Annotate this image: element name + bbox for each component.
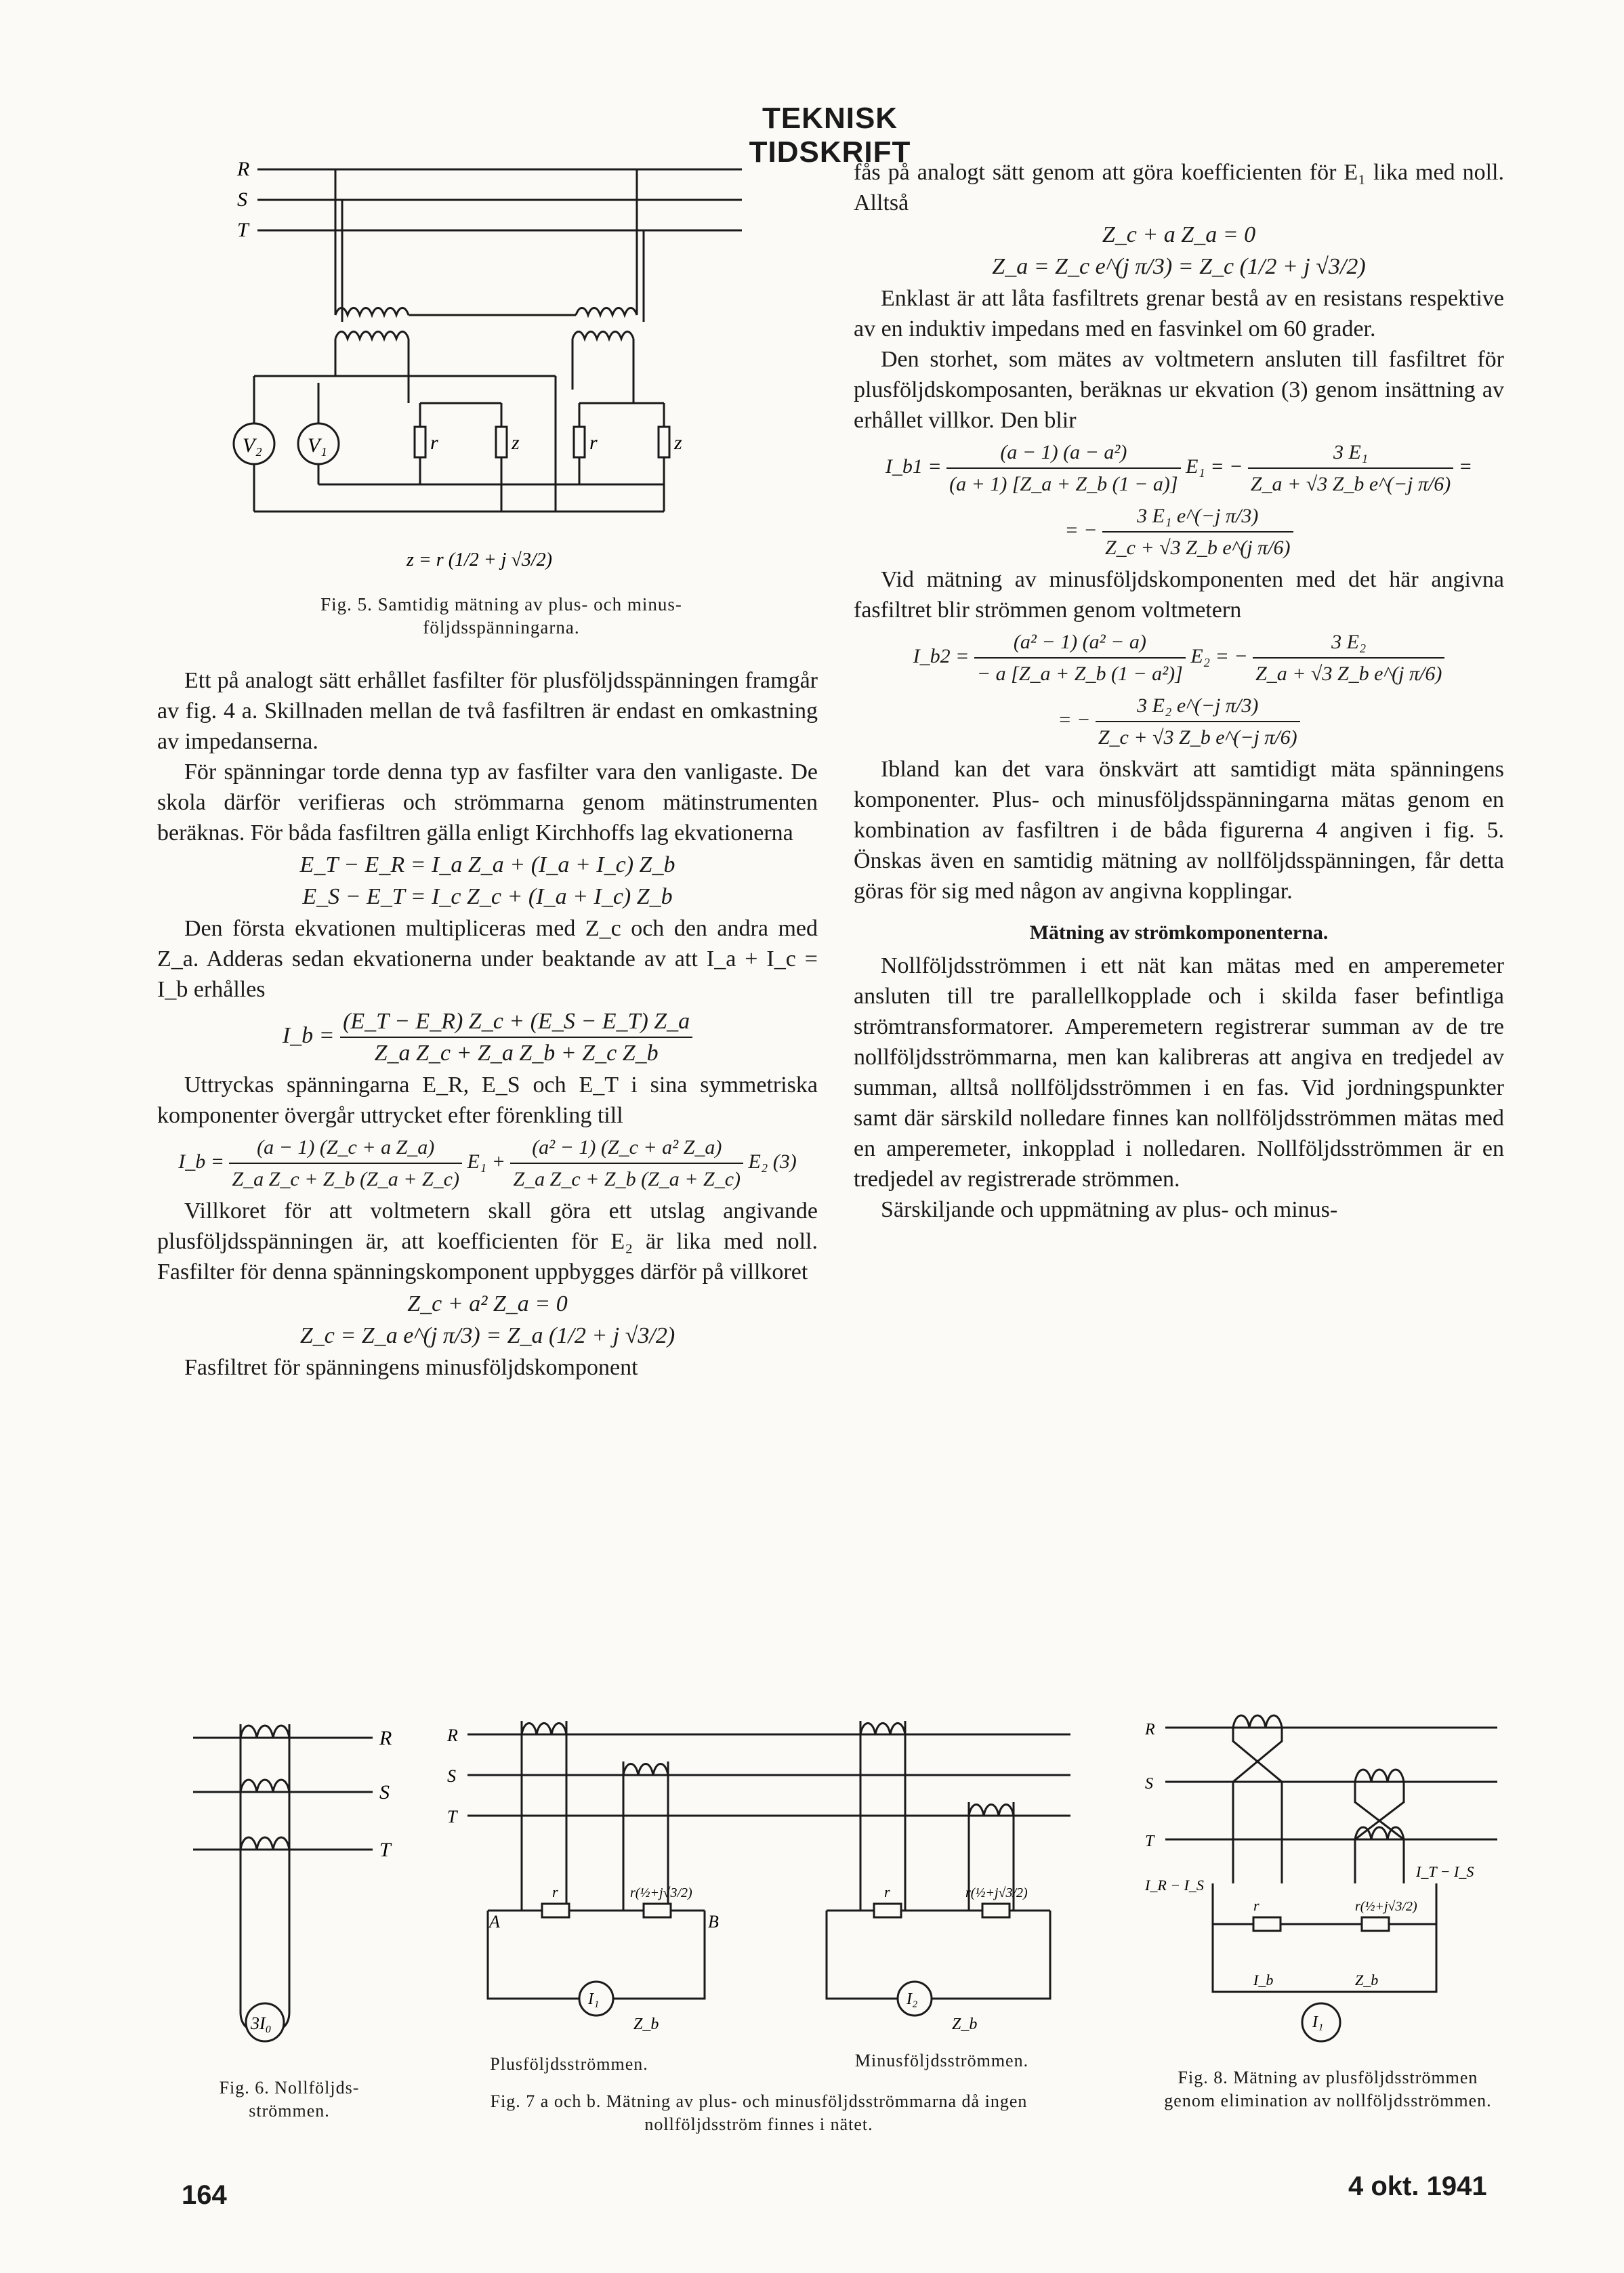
- figure-7-diagram: [440, 1714, 1084, 2066]
- fig7b-label-rz: r(½+j√3/2): [965, 1885, 1028, 1900]
- fig5-label-r2: r: [589, 432, 598, 454]
- fig8-label-irs: I_R − I_S: [1145, 1877, 1204, 1894]
- left-eq3-denominator: Z_a Z_c + Z_a Z_b + Z_c Z_b: [374, 1041, 659, 1066]
- left-eq4-denominator-1: Z_a Z_c + Z_b (Z_a + Z_c): [232, 1168, 459, 1190]
- left-paragraph-2: För spänningar torde denna typ av fasfilter vara den vanligaste. De skola därför verifieras och strömmarna genom mätinstrumenten beräknas. För båda fasfiltren gälla enligt Kirchhoffs lag ekvationerna: [157, 759, 818, 846]
- fig5-label-z2: z: [674, 432, 682, 454]
- fig7-label-t: T: [447, 1807, 457, 1827]
- right-eq3-right: =: [1458, 455, 1473, 478]
- left-equation-4: [157, 1132, 818, 1194]
- right-eq3-middle: E₁ = −: [1186, 455, 1243, 478]
- left-equation-2: E_S − E_T = I_c Z_c + (I_a + I_c) Z_b: [302, 884, 673, 909]
- right-eq5-fraction-2: [1253, 627, 1444, 689]
- right-eq4-middle: = −: [1064, 518, 1098, 541]
- figure-5-diagram: [224, 159, 759, 593]
- right-paragraph-4: Vid mätning av minusföljdskomponenten med det här angivna fasfiltret blir strömmen genom voltmetern: [854, 567, 1504, 623]
- right-eq4-denominator: Z_c + √3 Z_b e^(j π/6): [1104, 537, 1291, 559]
- right-equation-2: Z_a = Z_c e^(j π/3) = Z_c (1/2 + j √3/2): [992, 254, 1366, 279]
- fig8-label-r: R: [1145, 1721, 1155, 1738]
- fig5-label-z1: z: [512, 432, 520, 454]
- figure-5: [224, 159, 759, 593]
- fig8-label-s: S: [1145, 1775, 1153, 1793]
- left-eq4-numerator-2: (a² − 1) (Z_c + a² Z_a): [510, 1132, 743, 1164]
- left-paragraph-4: Uttryckas spänningarna E_R, E_S och E_T i sina symmetriska komponenter övergår uttrycket efter förenkling till: [157, 1072, 818, 1128]
- fig7-label-a: A: [489, 1912, 500, 1932]
- right-eq3-denominator-2: Z_a + √3 Z_b e^(−j π/6): [1250, 473, 1451, 495]
- fig8-label-rz: r(½+j√3/2): [1355, 1899, 1417, 1914]
- issue-date: 4 okt. 1941: [1348, 2171, 1487, 2201]
- right-paragraph-5: Ibland kan det vara önskvärt att samtidigt mäta spänningens komponenter. Plus- och minusföljdsspänningarna mätas genom en kombination av fasfiltren i de båda figurerna 4 angiven i fig. 5. Önskas även en samtidig mätning av nollföljdsspänningen, får detta göras för sig med någon av angivna kopplingar.: [854, 757, 1504, 904]
- fig8-label-ib: I_b: [1253, 1972, 1274, 1988]
- left-eq3-fraction: [340, 1006, 692, 1068]
- left-equation-6: Z_c = Z_a e^(j π/3) = Z_a (1/2 + j √3/2): [299, 1323, 675, 1348]
- figure-7a-subcaption: Plusföljdsströmmen.: [490, 2054, 648, 2074]
- fig8-label-t: T: [1145, 1833, 1154, 1850]
- figure-6-caption: Fig. 6. Nollföljds-strömmen.: [219, 2078, 360, 2121]
- section-heading: Mätning av strömkomponenterna.: [1029, 921, 1329, 944]
- fig7-label-b: B: [708, 1912, 719, 1932]
- fig8-label-r-small: r: [1253, 1897, 1259, 1914]
- right-eq5-denominator-1: − a [Z_a + Z_b (1 − a²)]: [976, 663, 1183, 685]
- fig7-label-s: S: [447, 1766, 456, 1786]
- right-paragraph-1: fås på analogt sätt genom att göra koefficienten för E₁ lika med noll. Alltså: [854, 160, 1504, 215]
- right-eq5-denominator-2: Z_a + √3 Z_b e^(j π/6): [1255, 663, 1442, 685]
- right-eq6-denominator: Z_c + √3 Z_b e^(−j π/6): [1098, 726, 1297, 749]
- fig6-ammeter: 3I₀: [251, 2014, 272, 2033]
- right-eq6-numerator: 3 E₂ e^(−j π/3): [1096, 690, 1300, 722]
- right-eq3-numerator-1: (a − 1) (a − a²): [946, 437, 1180, 469]
- figure-7b-subcaption: Minusföljdsströmmen.: [854, 2051, 1029, 2070]
- fig7b-ammeter-i2: I₂: [907, 1990, 918, 2008]
- fig5-label-r: R: [237, 159, 250, 180]
- right-eq4-numerator: 3 E₁ e^(−j π/3): [1102, 501, 1293, 533]
- right-eq4-fraction: [1102, 501, 1293, 563]
- left-paragraph-5: Villkoret för att voltmetern skall göra ett utslag angivande plusföljdsspänningen är, att koefficienten för E₂ är lika med noll. Fasfilter för denna spänningskomponent uppbygges därför på villkoret: [157, 1198, 818, 1285]
- right-eq3-denominator-1: (a + 1) [Z_a + Z_b (1 − a)]: [949, 473, 1178, 495]
- right-paragraph-2: Enklast är att låta fasfiltrets grenar bestå av en resistans respektive av en induktiv impedans med en fasvinkel om 60 grader.: [854, 286, 1504, 341]
- fig7b-label-r: r: [884, 1883, 890, 1900]
- figure-5-caption: Fig. 5. Samtidig mätning av plus- och minus-följdsspänningarna.: [320, 594, 682, 638]
- right-eq3-numerator-2: 3 E₁: [1248, 437, 1453, 469]
- left-eq4-middle: E₁ +: [467, 1150, 505, 1173]
- right-equation-1: Z_c + a Z_a = 0: [1102, 222, 1256, 247]
- fig7a-ammeter-i1: I₁: [588, 1990, 600, 2008]
- right-eq3-fraction-2: [1248, 437, 1453, 499]
- left-paragraph-3: Den första ekvationen multipliceras med Z_c och den andra med Z_a. Adderas sedan ekvationerna under beaktande av att I_a + I_c = I_b erhålles: [157, 916, 818, 1002]
- fig5-voltmeter-v2: V₂: [243, 434, 262, 457]
- left-eq3-numerator: (E_T − E_R) Z_c + (E_S − E_T) Z_a: [340, 1006, 692, 1038]
- right-eq3-fraction-1: [946, 437, 1180, 499]
- left-paragraph-1: Ett på analogt sätt erhållet fasfilter för plusföljdsspänningen framgår av fig. 4 a. Skillnaden mellan de två fasfiltren är endast en omkastning av impedanserna.: [157, 668, 818, 754]
- fig7b-label-zb: Z_b: [952, 2016, 978, 2033]
- right-eq6-middle: = −: [1058, 708, 1091, 731]
- right-eq5-numerator-2: 3 E₂: [1253, 627, 1444, 659]
- figure-8-diagram: [1138, 1707, 1504, 2060]
- left-eq4-lhs: I_b =: [178, 1150, 224, 1173]
- fig5-label-t: T: [237, 219, 249, 241]
- right-eq5-lhs: I_b2 =: [913, 644, 970, 667]
- left-eq4-denominator-2: Z_a Z_c + Z_b (Z_a + Z_c): [513, 1168, 741, 1190]
- left-column: [157, 665, 818, 1383]
- figure-6: [190, 1707, 420, 2073]
- page-number: 164: [182, 2180, 227, 2210]
- fig8-ammeter-i1: I₁: [1312, 2014, 1324, 2031]
- fig5-label-r1: r: [430, 432, 438, 454]
- fig7-label-r: R: [447, 1726, 458, 1745]
- left-eq4-fraction-1: [229, 1132, 462, 1194]
- left-equation-1: E_T − E_R = I_a Z_a + (I_a + I_c) Z_b: [299, 852, 675, 877]
- fig5-formula: z = r (1/2 + j √3/2): [407, 549, 552, 570]
- right-equation-4: [854, 501, 1504, 563]
- journal-masthead: TEKNISK TIDSKRIFT: [749, 102, 911, 169]
- left-eq3-lhs: I_b =: [282, 1022, 335, 1048]
- fig7a-label-r: r: [552, 1883, 558, 1900]
- right-paragraph-3: Den storhet, som mätes av voltmetern ansluten till fasfiltret för plusföljdskomposanten, beräknas ur ekvation (3) genom insättning av erhållet villkor. Den blir: [854, 347, 1504, 433]
- right-column: [854, 157, 1504, 1225]
- right-eq5-middle: E₂ = −: [1190, 644, 1248, 667]
- right-eq3-lhs: I_b1 =: [885, 455, 942, 478]
- fig6-label-s: S: [379, 1781, 390, 1803]
- figure-6-diagram: [190, 1707, 420, 2073]
- right-paragraph-7: Särskiljande och uppmätning av plus- och minus-: [881, 1197, 1338, 1222]
- right-eq5-numerator-1: (a² − 1) (a² − a): [974, 627, 1186, 659]
- right-eq5-fraction-1: [974, 627, 1186, 689]
- fig8-label-zb: Z_b: [1355, 1972, 1379, 1988]
- left-equation-3: [157, 1006, 818, 1068]
- left-eq4-right: E₂ (3): [748, 1150, 797, 1173]
- fig8-label-its: I_T − I_S: [1416, 1863, 1474, 1880]
- figure-8-caption: Fig. 8. Mätning av plusföljdsströmmen genom elimination av nollföljdsströmmen.: [1164, 2068, 1492, 2110]
- left-paragraph-6: Fasfiltret för spänningens minusföljdskomponent: [184, 1355, 638, 1380]
- fig5-voltmeter-v1: V₁: [308, 434, 327, 457]
- right-paragraph-6: Nollföljdsströmmen i ett nät kan mätas med en amperemeter ansluten till tre parallellkopplade och i skilda faser befintliga strömtransformatorer. Amperemetern registrerar summan av de tre nollföljdsströmmarna, men kan kalibreras att angiva en tredjedel av summan, alltså nollföljdsströmmen i en fas. Vid jordningspunkter samt där särskild nolledare finnes kan nollföljdsströmmen mätas med en amperemeter, inkopplad i nolledaren. Nollföljdsströmmen är en tredjedel av registrerade strömmen.: [854, 953, 1504, 1192]
- figure-8: [1138, 1707, 1504, 2060]
- right-eq6-fraction: [1096, 690, 1300, 753]
- fig7a-label-rz: r(½+j√3/2): [630, 1885, 692, 1900]
- left-equation-5: Z_c + a² Z_a = 0: [407, 1291, 568, 1316]
- fig7a-label-zb: Z_b: [633, 2016, 659, 2033]
- right-equation-6: [854, 690, 1504, 753]
- right-equation-5: [854, 627, 1504, 689]
- left-eq4-fraction-2: [510, 1132, 743, 1194]
- fig6-label-t: T: [379, 1839, 391, 1861]
- left-eq4-numerator-1: (a − 1) (Z_c + a Z_a): [229, 1132, 462, 1164]
- figure-7-caption: Fig. 7 a och b. Mätning av plus- och minusföljdsströmmarna då ingen nollföljdsström finnes i nätet.: [490, 2091, 1028, 2134]
- fig6-label-r: R: [379, 1727, 392, 1749]
- right-equation-3: [854, 437, 1504, 499]
- fig5-label-s: S: [237, 188, 247, 211]
- figure-7: [440, 1714, 1084, 2066]
